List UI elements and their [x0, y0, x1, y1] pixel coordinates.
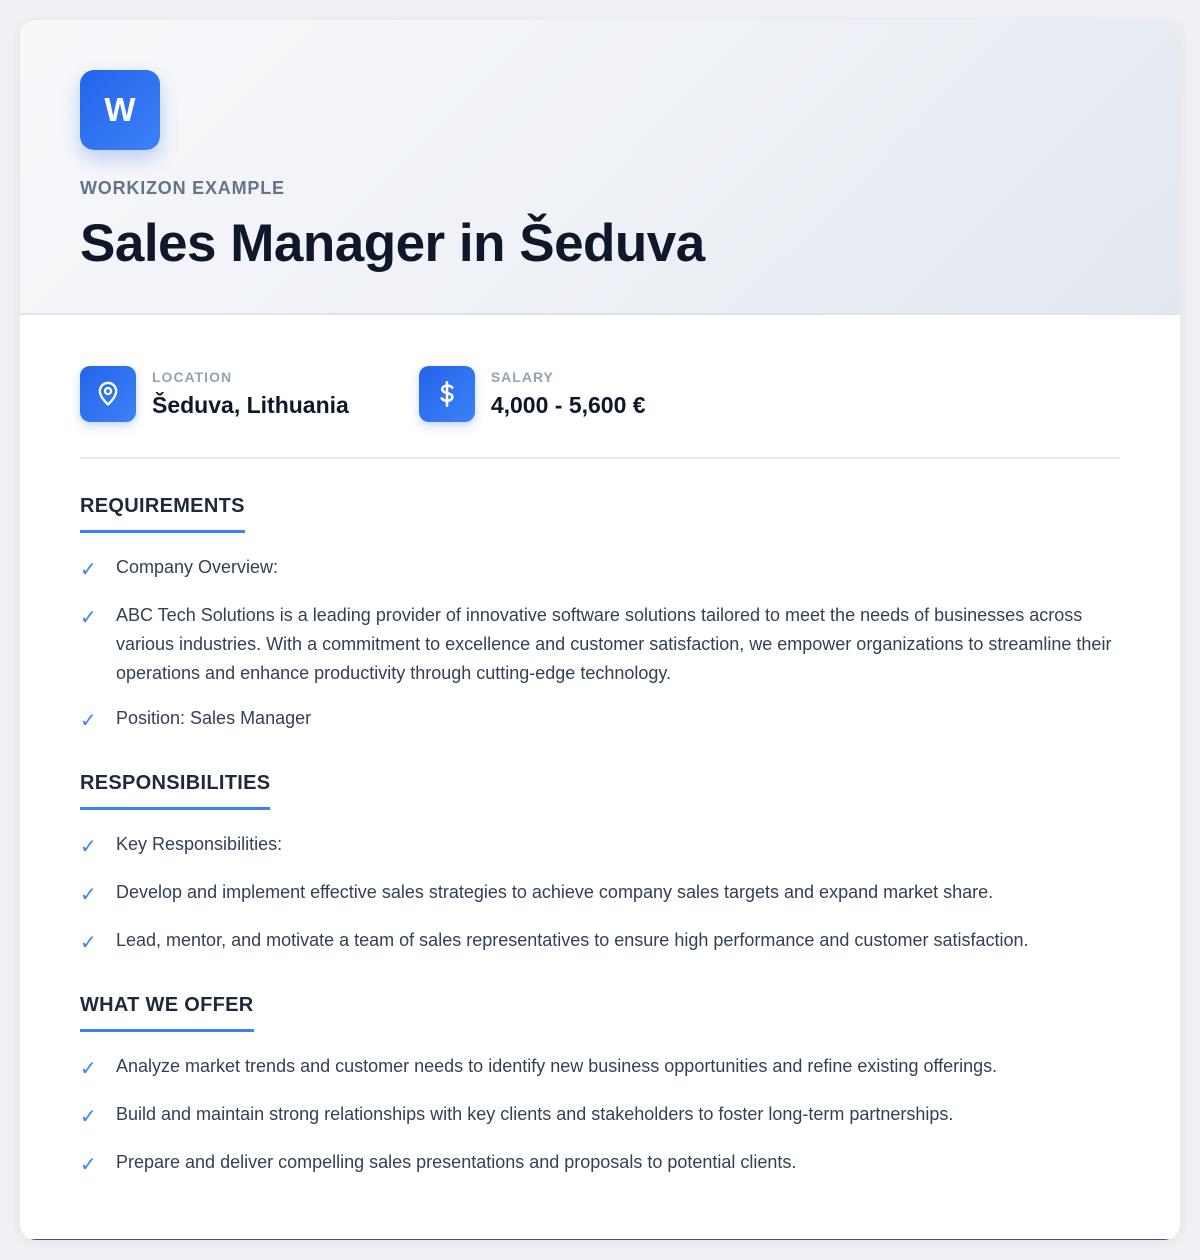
dollar-icon	[419, 366, 475, 422]
location-label: LOCATION	[152, 369, 233, 385]
list-item-text: Prepare and deliver compelling sales presentations and proposals to potential clients.	[116, 1152, 797, 1172]
checkmark-icon: ✓	[80, 607, 97, 629]
section-title: RESPONSIBILITIES	[80, 772, 270, 810]
company-name: WORKIZON EXAMPLE	[80, 178, 285, 198]
list-item	[80, 926, 1120, 958]
section-list	[80, 1052, 1120, 1180]
section-list	[80, 830, 1120, 958]
meta-divider	[80, 457, 1120, 459]
section-what-we-offer	[80, 994, 1120, 1180]
list-item-text: Lead, mentor, and motivate a team of sales representatives to ensure high performance and customer satisfaction.	[116, 930, 1029, 950]
salary-info	[419, 365, 646, 423]
company-logo	[80, 70, 160, 150]
checkmark-icon: ✓	[80, 1154, 97, 1176]
section-title: REQUIREMENTS	[80, 495, 245, 533]
section-responsibilities	[80, 772, 1120, 958]
location-info	[80, 365, 349, 423]
section-requirements	[80, 495, 1120, 736]
list-item	[80, 830, 1120, 862]
list-item	[80, 1148, 1120, 1180]
job-meta	[80, 365, 1120, 423]
list-item	[80, 1100, 1120, 1132]
list-item-text: Company Overview:	[116, 557, 279, 577]
list-item	[80, 601, 1120, 688]
checkmark-icon: ✓	[80, 884, 97, 906]
list-item-text: Build and maintain strong relationships with key clients and stakeholders to foster long-term partnerships.	[116, 1104, 954, 1124]
checkmark-icon: ✓	[80, 932, 97, 954]
list-item-text: Position: Sales Manager	[116, 708, 312, 728]
job-title: Sales Manager in Šeduva	[80, 214, 705, 273]
map-pin-icon	[80, 366, 136, 422]
location-value: Šeduva, Lithuania	[152, 392, 349, 418]
list-item	[80, 1052, 1120, 1084]
list-item-text: Key Responsibilities:	[116, 834, 283, 854]
job-card	[20, 20, 1180, 1240]
list-item-text: ABC Tech Solutions is a leading provider of innovative software solutions tailored to meet the needs of businesses across various industries. With a commitment to excellence and customer satisfaction, we empower organizations to streamline their operations and enhance productivity through cutting-edge technology.	[116, 605, 1112, 683]
checkmark-icon: ✓	[80, 836, 97, 858]
checkmark-icon: ✓	[80, 1058, 97, 1080]
list-item	[80, 878, 1120, 910]
section-list	[80, 553, 1120, 736]
list-item	[80, 553, 1120, 585]
job-body	[20, 315, 1180, 1180]
salary-value: 4,000 - 5,600 €	[490, 392, 646, 418]
section-title: WHAT WE OFFER	[80, 994, 254, 1032]
checkmark-icon: ✓	[80, 710, 97, 732]
list-item-text: Analyze market trends and customer needs to identify new business opportunities and refine existing offerings.	[116, 1056, 998, 1076]
checkmark-icon: ✓	[80, 559, 97, 581]
checkmark-icon: ✓	[80, 1106, 97, 1128]
card-bottom-border	[20, 1239, 1180, 1240]
list-item-text: Develop and implement effective sales strategies to achieve company sales targets and expand market share.	[116, 882, 994, 902]
list-item	[80, 704, 1120, 736]
salary-label: SALARY	[490, 369, 554, 385]
job-header	[20, 20, 1180, 315]
logo-letter: W	[104, 91, 136, 128]
